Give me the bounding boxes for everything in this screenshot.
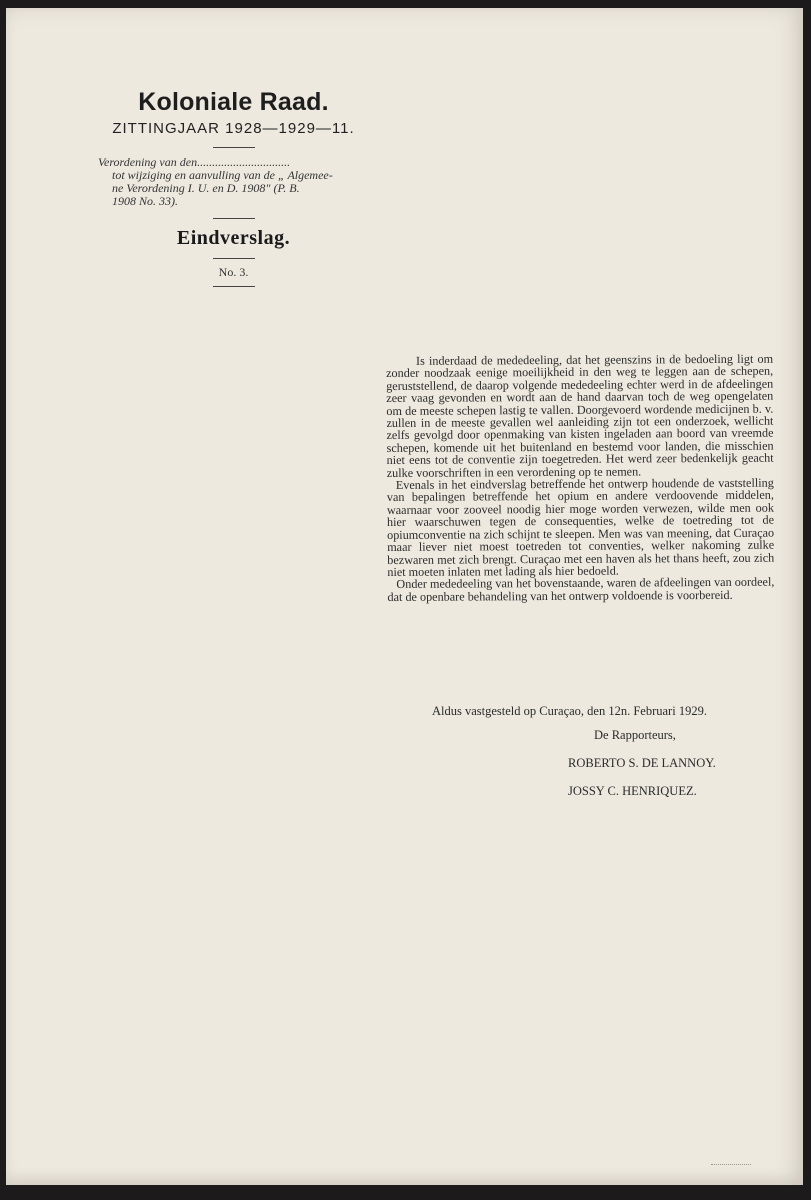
closing-statement: Aldus vastgesteld op Curaçao, den 12n. Februari 1929. bbox=[432, 704, 707, 718]
report-number: No. 3. bbox=[218, 265, 249, 279]
divider bbox=[213, 218, 255, 219]
signer-name: JOSSY C. HENRIQUEZ. bbox=[568, 784, 697, 798]
ordinance-line: ne Verordening I. U. en D. 1908" (P. B. bbox=[112, 181, 300, 195]
signers-caption: De Rapporteurs, bbox=[594, 728, 676, 742]
ordinance-line: 1908 No. 33). bbox=[112, 194, 178, 208]
header-block bbox=[96, 88, 371, 287]
report-body bbox=[386, 353, 775, 603]
body-paragraph: Is inderdaad de mededeeling, dat het geenszins in de bedoeling ligt om zonder noodzaak eenige moeilijkheid in den weg te leggen aan de schepen, geruststellend, de daarop volgende mededeeling echter werd in de afdeelingen zeer vaag gevonden en wordt aan de hand daarvan toch de weg opengelaten om de meeste schepen lastig te vallen. Doorgevoerd wordende medicijnen b. v. zullen in de meeste gevallen wel aanleiding zijn tot een onderzoek, wellicht zelfs gevolgd door openmaking van kisten ingeladen aan boord van vreemde schepen, komende uit het buitenland en bestemd voor landen, die misschien niet eens tot de conventie zijn toegetreden. Het werd zeer bedenkelijk geacht zulke voorschriften in een verordening op te nemen. bbox=[386, 351, 774, 480]
ordinance-description bbox=[96, 156, 371, 208]
divider bbox=[213, 258, 255, 259]
signature-block bbox=[566, 728, 716, 812]
council-title: Koloniale Raad. bbox=[138, 88, 329, 116]
report-type: Eindverslag. bbox=[176, 227, 291, 249]
session-year: ZITTINGJAAR 1928—1929—11. bbox=[112, 120, 355, 137]
body-paragraph: Onder mededeeling van het bovenstaande, waren de afdeelingen van oordeel, dat de openbare behandeling van het ontwerp voldoende is voorbereid. bbox=[387, 574, 775, 604]
divider bbox=[213, 286, 255, 287]
document-page bbox=[6, 8, 803, 1185]
page-edge-mark bbox=[711, 1164, 751, 1171]
signer-name: ROBERTO S. DE LANNOY. bbox=[568, 756, 716, 770]
ordinance-line: tot wijziging en aanvulling van de „ Algemee- bbox=[112, 168, 333, 182]
body-paragraph: Evenals in het eindverslag betreffende het ontwerp houdende de vaststelling van bepalingen betreffende het opium en andere verdoovende middelen, waarnaar voor zooveel noodig hier moge worden verwezen, wilde men ook hier waarschuwen tegen de consequenties, welke de toetreding tot de opiumconventie na zich schijnt te sleepen. Men was van meening, dat Curaçao maar liever niet moest toetreden tot conventies, welker nakoming zulke bezwaren met zich brengt. Curaçao met een haven als het thans heeft, zou zich niet moeten inlaten met lading als hier bedoeld. bbox=[386, 475, 775, 579]
ordinance-line: Verordening van den............................... bbox=[98, 155, 291, 169]
divider bbox=[213, 147, 255, 148]
